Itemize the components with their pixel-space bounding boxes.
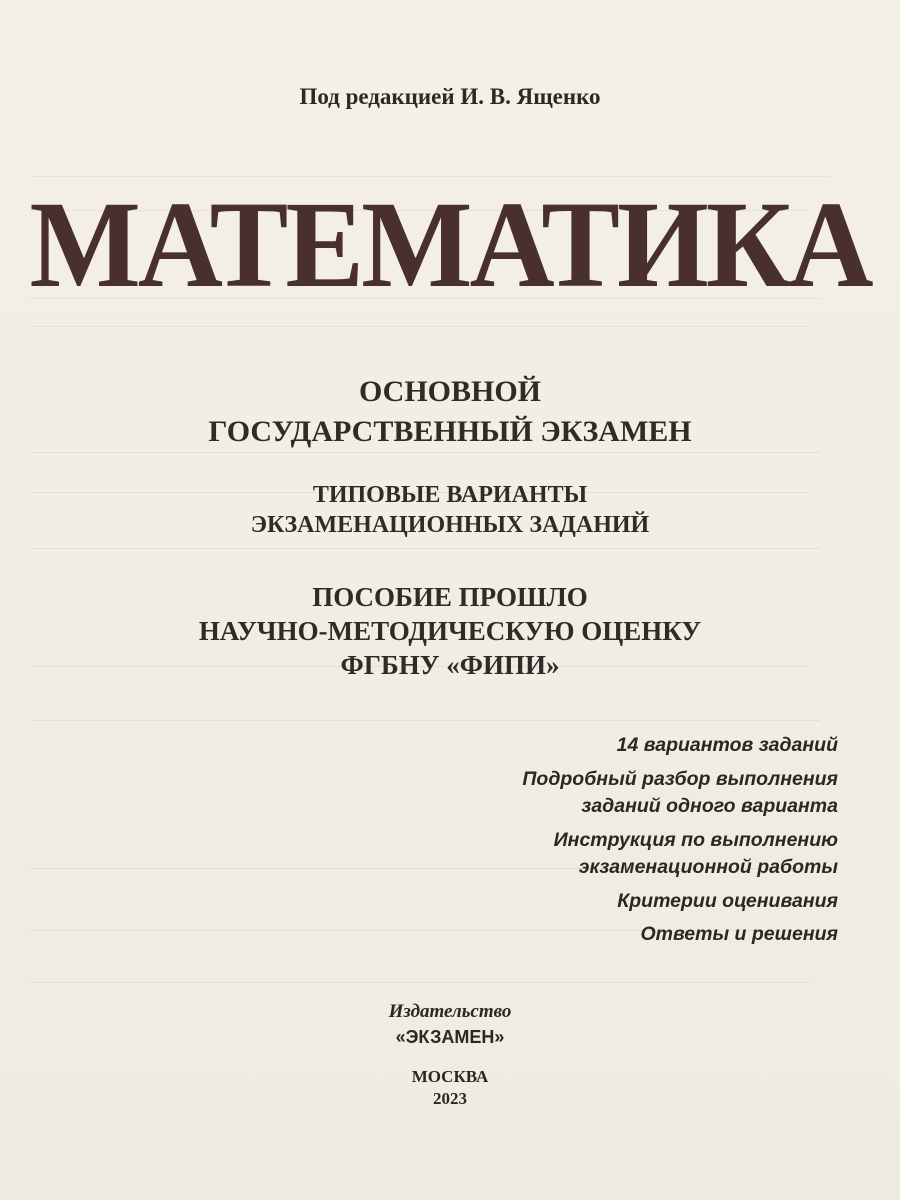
feature-item <box>278 827 838 882</box>
variants-heading-line: ТИПОВЫЕ ВАРИАНТЫ <box>312 482 588 508</box>
approval-heading-line: ФГБНУ «ФИПИ» <box>340 650 560 680</box>
approval-heading-line: ПОСОБИЕ ПРОШЛО <box>312 582 588 612</box>
feature-item <box>278 888 838 916</box>
editor-line: Под редакцией И. В. Ященко <box>299 84 601 109</box>
bleed-line <box>30 326 810 327</box>
feature-line: заданий одного варианта <box>581 795 838 817</box>
variants-heading <box>0 480 900 540</box>
feature-line: Ответы и решения <box>640 923 838 945</box>
feature-line: Критерии оценивания <box>617 889 838 912</box>
feature-line: 14 вариантов заданий <box>616 734 838 756</box>
exam-heading-line: ОСНОВНОЙ <box>358 375 542 408</box>
feature-line: Инструкция по выполнению <box>553 828 838 851</box>
approval-heading-line: НАУЧНО-МЕТОДИЧЕСКУЮ ОЦЕНКУ <box>198 616 702 646</box>
publication-city: МОСКВА <box>411 1067 489 1086</box>
feature-item <box>278 766 838 821</box>
bleed-line <box>30 982 810 983</box>
variants-heading-line: ЭКЗАМЕНАЦИОННЫХ ЗАДАНИЙ <box>250 512 650 538</box>
book-title: МАТЕМАТИКА <box>29 175 871 314</box>
features-list <box>278 732 838 955</box>
publisher-label: Издательство <box>388 1001 512 1022</box>
feature-line: экзаменационной работы <box>578 856 838 878</box>
publication-year: 2023 <box>433 1089 467 1108</box>
bleed-line <box>30 452 820 453</box>
feature-item <box>278 732 838 760</box>
approval-heading <box>0 580 900 682</box>
feature-line: Подробный разбор выполнения <box>522 767 838 790</box>
bleed-line <box>30 720 820 721</box>
publisher-block <box>0 1000 900 1110</box>
exam-heading <box>0 372 900 452</box>
publisher-name: «ЭКЗАМЕН» <box>395 1027 505 1047</box>
exam-heading-line: ГОСУДАРСТВЕННЫЙ ЭКЗАМЕН <box>208 415 692 448</box>
bleed-line <box>30 548 820 549</box>
feature-item <box>278 921 838 949</box>
